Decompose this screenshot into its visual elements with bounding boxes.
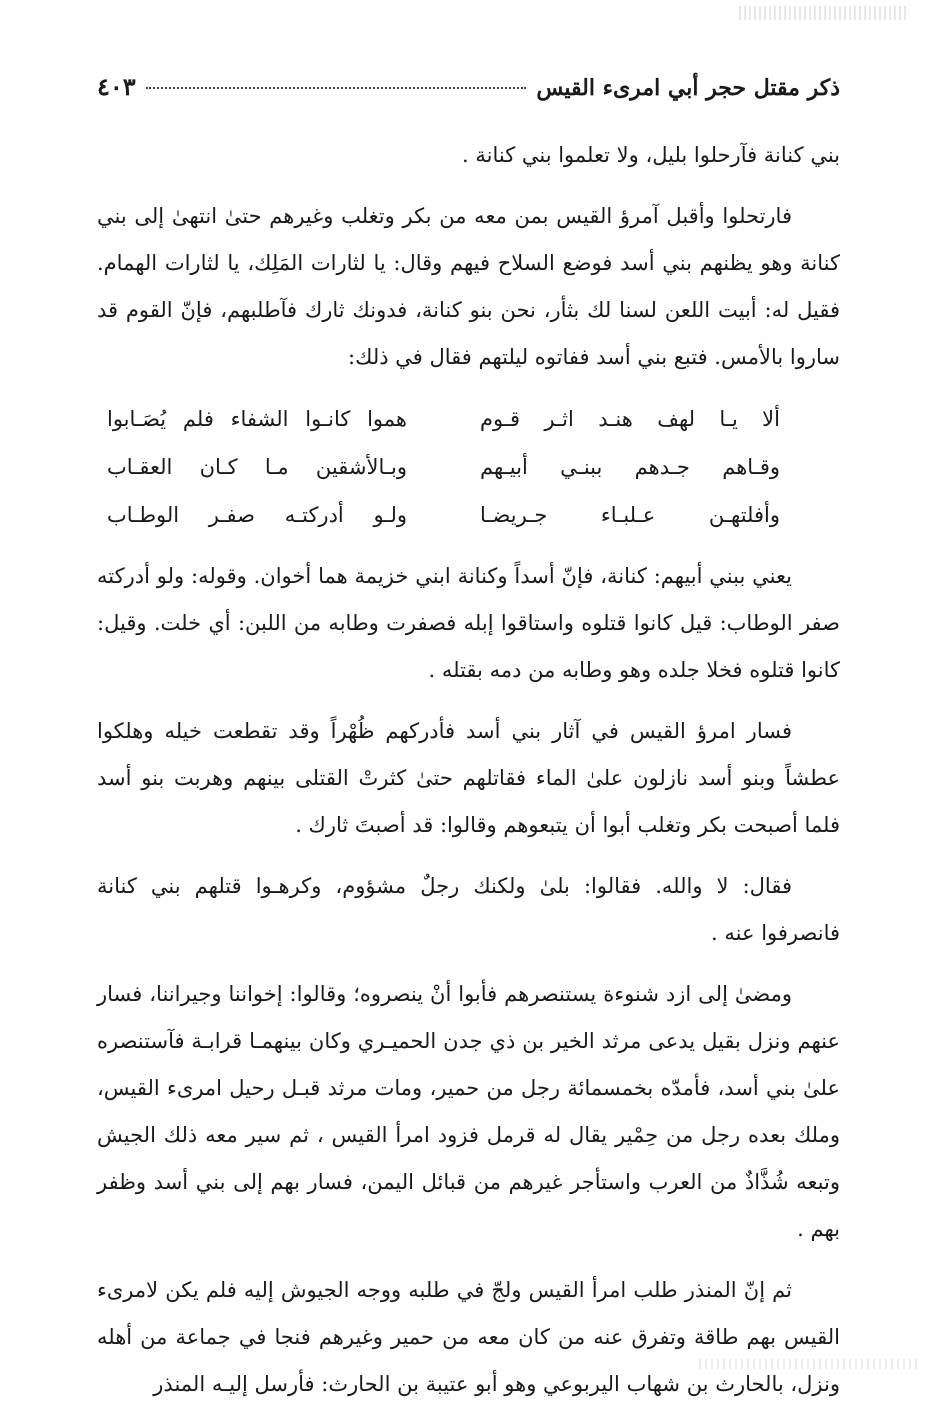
paragraph: فقال: لا والله. فقالوا: بلىٰ ولكنك رجلٌ مشؤوم، وكرهـوا قتلهم بني كنانة فانصرفوا عنه . — [97, 874, 840, 945]
running-header — [97, 72, 840, 112]
poem-verse — [97, 443, 840, 491]
paragraph: فسار امرؤ القيس في آثار بني أسد فأدركهم ظُهْراً وقد تقطعت خيله وهلكوا عطشاً وبنو أسد نازلون علىٰ الماء فقاتلهم حتىٰ كثرتْ القتلى بينهم وهربت بنو أسد فلما أصبحت بكر وتغلب أبوا أن يتبعوهم وقالوا: قد أصبتَ ثارك . — [97, 719, 840, 837]
verse-first-half: ألا يـا لهف هنـد اثـر قـوم — [480, 407, 780, 431]
scan-noise — [699, 1359, 919, 1369]
verse-second-half: هموا كانـوا الشفاء فلم يُصَـابوا — [107, 407, 407, 431]
page-number: ٤٠٣ — [97, 72, 136, 101]
main-text — [97, 132, 840, 1422]
verse-first-half: وقـاهم جـدهم ببنـي أبيـهم — [480, 455, 780, 479]
poem-verse — [97, 491, 840, 539]
paragraph: بني كنانة فآرحلوا بليل، ولا تعلموا بني كنانة . — [462, 143, 840, 167]
verse-first-half: وأفلتهـن عـلبـاء جـريضـا — [480, 503, 780, 527]
chapter-title: ذكر مقتل حجر أبي امرىء القيس — [536, 75, 840, 101]
scan-noise — [739, 6, 909, 20]
verse-second-half: ولـو أدركتـه صفـر الوطـاب — [107, 503, 407, 527]
paragraph: يعني ببني أبيهم: كنانة، فإنّ أسداً وكنانة ابني خزيمة هما أخوان. وقوله: ولو أدركته صفر الوطاب: قيل كانوا قتلوه واستاقوا إبله فصفرت وطابه من اللبن: أي خلت. وقيل: كانوا قتلوه فخلا جلده وهو وطابه من دمه بقتله . — [97, 564, 840, 682]
dot-leader — [146, 87, 527, 89]
paragraph: ومضىٰ إلى ازد شنوءة يستنصرهم فأبوا أنْ ينصروه؛ وقالوا: إخواننا وجيراننا، فسار عنهم ونزل بقيل يدعى مرثد الخير بن ذي جدن الحميـري وكان بينهمـا قرابـة فآستنصره علىٰ بني أسد، فأمدّه بخمسمائة رجل من حمير، ومات مرثد قبـل رحيل امرىء القيس، وملك بعده رجل من حِمْير يقال له قرمل فزود امرأ القيس ، ثم سير معه ذلك الجيش وتبعه شُذَّاذٌ من العرب واستأجر غيرهم من قبائل اليمن، فسار بهم إلى بني أسد وظفر بهم . — [97, 982, 840, 1241]
verse-second-half: وبـالأشقين مـا كـان العقـاب — [107, 455, 407, 479]
paragraph: ثم إنّ المنذر طلب امرأ القيس ولجّ في طلبه ووجه الجيوش إليه فلم يكن لامرىء القيس بهم طاقة وتفرق عنه من كان معه من حمير وغيرهم فنجا في جماعة من أهله ونزل، بالحارث بن شهاب اليربوعي وهو أبو عتيبة بن الحارث: فأرسل إليـه المنذر — [97, 1278, 840, 1396]
paragraph: فارتحلوا وأقبل آمرؤ القيس بمن معه من بكر وتغلب وغيرهم حتىٰ انتهىٰ إلى بني كنانة وهو يظنهم بني أسد فوضع السلاح فيهم وقال: يا لثارات المَلِك، يا لثارات الهمام. فقيل له: أبيت اللعن لسنا لك بثأر، نحن بنو كنانة، فدونك ثارك فآطلبهم، فإنّ القوم قد ساروا بالأمس. فتبع بني أسد ففاتوه ليلتهم فقال في ذلك: — [97, 204, 840, 369]
poem-verse — [97, 395, 840, 443]
poem — [97, 395, 840, 539]
